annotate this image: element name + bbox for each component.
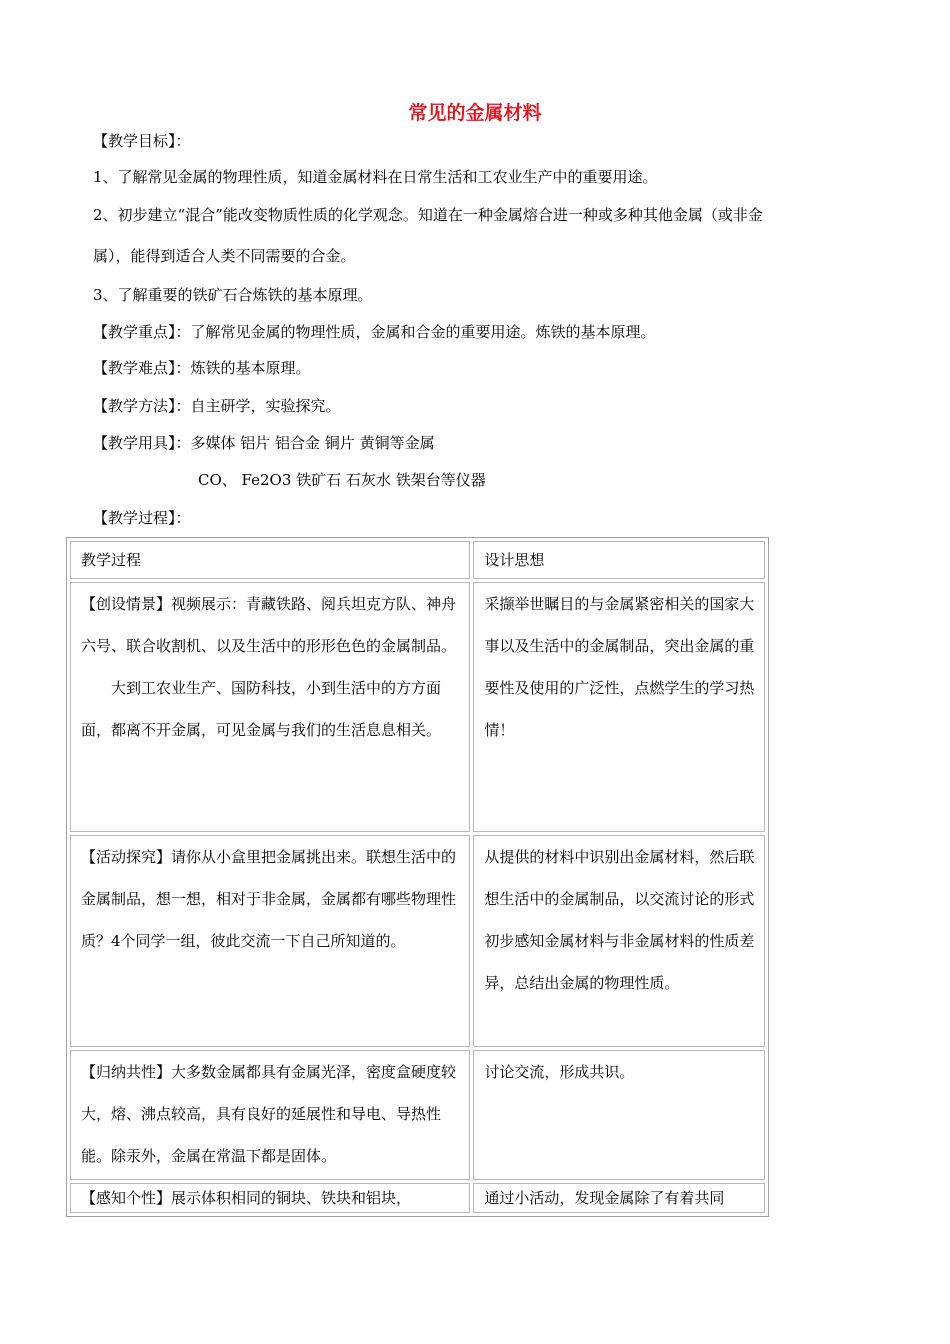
objective-item-2: 2、初步建立“混合”能改变物质性质的化学观念。知道在一种金属熔合进一种或多种其他金属（或非金: [93, 206, 763, 224]
design-text: 通过小活动，发现金属除了有着共同: [484, 1189, 725, 1207]
design-cell: [473, 1183, 765, 1213]
table-row: [70, 1050, 765, 1180]
objective-item-3: 3、了解重要的铁矿石合炼铁的基本原理。: [93, 286, 373, 304]
table-header-row: [70, 541, 765, 579]
process-text: 大到工农业生产、国防科技，小到生活中的方方面面，都离不开金属，可见金属与我们的生活息息相关。: [81, 679, 442, 739]
process-heading: 【教学过程】：: [93, 509, 191, 527]
teaching-tools: 【教学用具】：多媒体 铝片 铝合金 铜片 黄铜等金属: [93, 434, 435, 452]
objectives-heading: 【教学目标】：: [93, 132, 191, 150]
table-row: [70, 835, 765, 1047]
design-cell: 讨论交流，形成共识。: [473, 1050, 765, 1180]
process-cell: [70, 582, 470, 832]
process-text: 【归纳共性】大多数金属都具有金属光泽，密度盒硬度较大，熔、沸点较高，具有良好的延展性和导电、导热性能。除汞外，金属在常温下都是固体。: [81, 1063, 457, 1165]
teaching-tools-cont: CO、 Fe2O3 铁矿石 石灰水 铁架台等仪器: [198, 471, 486, 489]
process-cell: [70, 1050, 470, 1180]
page-title: 常见的金属材料: [408, 102, 542, 124]
objective-item-2-cont: 属），能得到适合人类不同需要的合金。: [93, 247, 356, 265]
design-cell: 采撷举世瞩目的与金属紧密相关的国家大事以及生活中的金属制品，突出金属的重要性及使用的广泛性，点燃学生的学习热情！: [473, 582, 765, 832]
process-text: 【活动探究】请你从小盒里把金属挑出来。联想生活中的金属制品，想一想，相对于非金属，金属都有哪些物理性质？4个同学一组，彼此交流一下自己所知道的。: [81, 848, 457, 950]
process-text: 【创设情景】视频展示：青藏铁路、阅兵坦克方队、神舟六号、联合收割机、以及生活中的形形色色的金属制品。: [81, 595, 457, 655]
teaching-focus: 【教学重点】：了解常见金属的物理性质，金属和合金的重要用途。炼铁的基本原理。: [93, 323, 656, 341]
design-cell: 从提供的材料中识别出金属材料，然后联想生活中的金属制品，以交流讨论的形式初步感知金属材料与非金属材料的性质差异，总结出金属的物理性质。: [473, 835, 765, 1047]
teaching-difficulty: 【教学难点】：炼铁的基本原理。: [93, 359, 311, 377]
header-cell-process: 教学过程: [70, 541, 470, 579]
process-cell: [70, 835, 470, 1047]
teaching-method: 【教学方法】：自主研学，实验探究。: [93, 397, 341, 415]
header-cell-design: 设计思想: [473, 541, 765, 579]
teaching-process-table: [66, 537, 769, 1217]
table-row: [70, 582, 765, 832]
process-cell: [70, 1183, 470, 1213]
objective-item-1: 1、了解常见金属的物理性质，知道金属材料在日常生活和工农业生产中的重要用途。: [93, 168, 658, 186]
process-text: 【感知个性】展示体积相同的铜块、铁块和铝块，: [81, 1189, 412, 1207]
table-row: [70, 1183, 765, 1213]
